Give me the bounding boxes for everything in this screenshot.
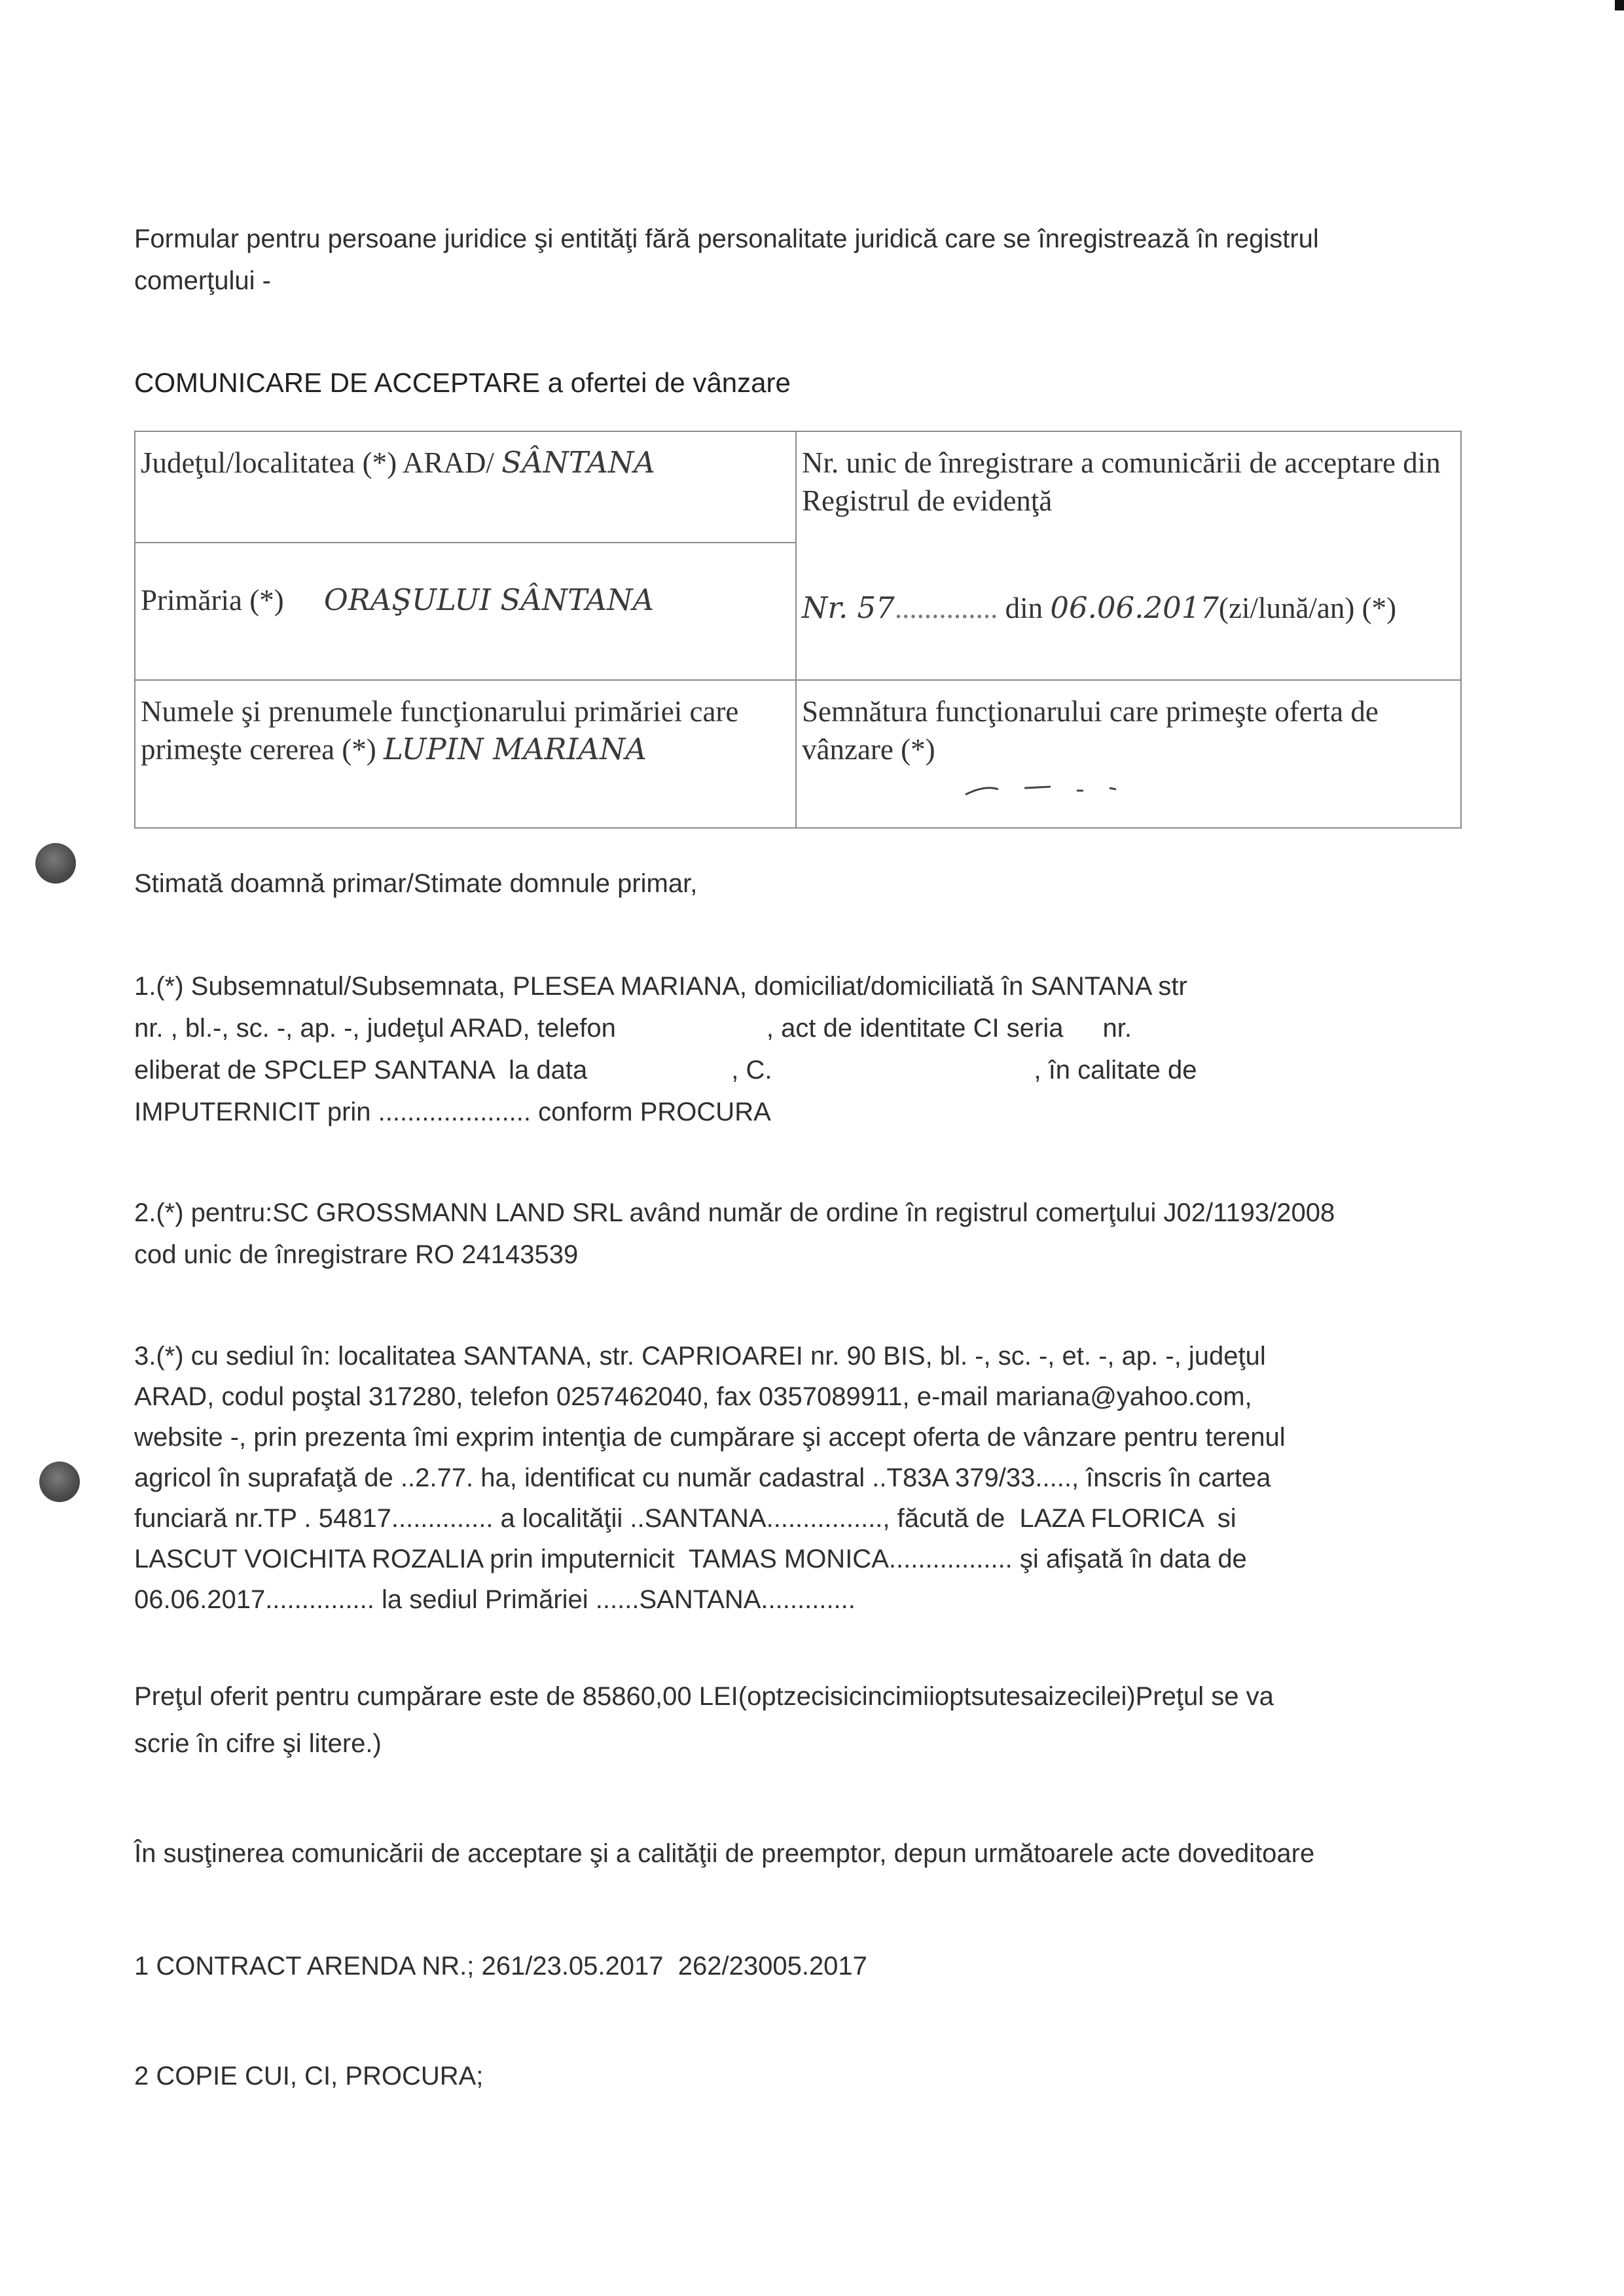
salutation: Stimată doamnă primar/Stimate domnule primar, bbox=[134, 869, 698, 898]
nr-dots: .............. bbox=[894, 592, 998, 624]
para1-line3 bbox=[134, 1049, 1476, 1091]
judet-cell bbox=[135, 431, 796, 543]
date-suffix: (zi/lună/an) (*) bbox=[1218, 592, 1397, 624]
judet-label: Judeţul/localitatea (*) ARAD/ bbox=[141, 446, 494, 479]
para1-line3a: eliberat de SPCLEP SANTANA la data bbox=[134, 1056, 588, 1085]
para3-line7: 06.06.2017............... la sediul Primăriei ......SANTANA............. bbox=[134, 1585, 856, 1614]
nr-handwritten: Nr. 57 bbox=[802, 590, 895, 625]
functionar-handwritten: LUPIN MARIANA bbox=[384, 732, 647, 766]
para3-line5: funciară nr.TP . 54817.............. a localităţii ..SANTANA................, făcută de LAZA FLORICA si bbox=[134, 1504, 1236, 1533]
para3-line1: 3.(*) cu sediul în: localitatea SANTANA, str. CAPRIOAREI nr. 90 BIS, bl. -, sc. -, et. -, ap. -, judeţul bbox=[134, 1342, 1266, 1371]
binder-hole-bottom bbox=[39, 1462, 80, 1502]
para2-line1: 2.(*) pentru:SC GROSSMANN LAND SRL având număr de ordine în registrul comerţului J02/1193/2008 bbox=[134, 1198, 1335, 1227]
registration-table bbox=[134, 431, 1462, 829]
document-title: COMUNICARE DE ACCEPTARE a ofertei de vânzare bbox=[134, 367, 791, 398]
nr-unic-cell bbox=[796, 431, 1461, 680]
semnatura-cell bbox=[796, 680, 1461, 828]
supporting-doc-2: 2 COPIE CUI, CI, PROCURA; bbox=[134, 2062, 484, 2090]
para1-line3c: , în calitate de bbox=[1034, 1056, 1197, 1085]
binder-hole-top bbox=[35, 843, 76, 884]
price-line1: Preţul oferit pentru cumpărare este de 85860,00 LEI(optzecisicincimiioptsutesaizecilei)Preţul se va bbox=[134, 1682, 1274, 1711]
para1-line2b: , act de identitate CI seria bbox=[766, 1014, 1064, 1043]
functionar-cell bbox=[135, 680, 796, 828]
primaria-handwritten: ORAŞULUI SÂNTANA bbox=[323, 583, 654, 617]
para1-line2 bbox=[134, 1007, 1476, 1049]
supporting-docs-intro: În susţinerea comunicării de acceptare şi a calităţii de preemptor, depun următoarele acte doveditoare bbox=[134, 1839, 1315, 1868]
intro-line-1: Formular pentru persoane juridice şi entităţi fără personalitate juridică care se înregistrează în registrul bbox=[134, 224, 1319, 253]
price-line2: scrie în cifre şi litere.) bbox=[134, 1729, 382, 1758]
para3-line4: agricol în suprafaţă de ..2.77. ha, identificat cu număr cadastral ..T83A 379/33....., înscris în cartea bbox=[134, 1463, 1271, 1492]
functionar-label: Numele şi prenumele funcţionarului primăriei care primeşte cererea (*) bbox=[141, 695, 739, 766]
primaria-cell bbox=[135, 543, 796, 680]
para1-line2a: nr. , bl.-, sc. -, ap. -, judeţul ARAD, telefon bbox=[134, 1014, 616, 1043]
judet-handwritten: SÂNTANA bbox=[501, 445, 655, 480]
scan-edge-mark bbox=[1615, 0, 1624, 10]
nr-unic-label: Nr. unic de înregistrare a comunicării de acceptare din Registrul de evidenţă bbox=[802, 446, 1441, 517]
para1-line3b: , C. bbox=[731, 1056, 772, 1085]
intro-line-2: comerţului - bbox=[134, 266, 271, 295]
primaria-label: Primăria (*) bbox=[141, 584, 284, 617]
para2-line2: cod unic de înregistrare RO 24143539 bbox=[134, 1240, 579, 1269]
semnatura-label: Semnătura funcţionarului care primeşte oferta de vânzare (*) bbox=[802, 695, 1379, 766]
para3-line2: ARAD, codul poştal 317280, telefon 0257462040, fax 0357089911, e-mail mariana@yahoo.com, bbox=[134, 1382, 1252, 1411]
signature-mark bbox=[959, 762, 1168, 801]
date-handwritten: 06.06.2017 bbox=[1050, 590, 1219, 625]
supporting-doc-1: 1 CONTRACT ARENDA NR.; 261/23.05.2017 262/23005.2017 bbox=[134, 1952, 867, 1981]
para1-line4: IMPUTERNICIT prin ..................... conform PROCURA bbox=[134, 1098, 771, 1126]
para3-line6: LASCUT VOICHITA ROZALIA prin imputernicit TAMAS MONICA................. şi afişată în data de bbox=[134, 1545, 1247, 1573]
din-label: din bbox=[1005, 592, 1043, 624]
para1-line2c: nr. bbox=[1102, 1014, 1132, 1043]
para1-line1: 1.(*) Subsemnatul/Subsemnata, PLESEA MARIANA, domiciliat/domiciliată în SANTANA str bbox=[134, 972, 1187, 1001]
para3-line3: website -, prin prezenta îmi exprim intenţia de cumpărare şi accept oferta de vânzare pentru terenul bbox=[134, 1423, 1286, 1452]
